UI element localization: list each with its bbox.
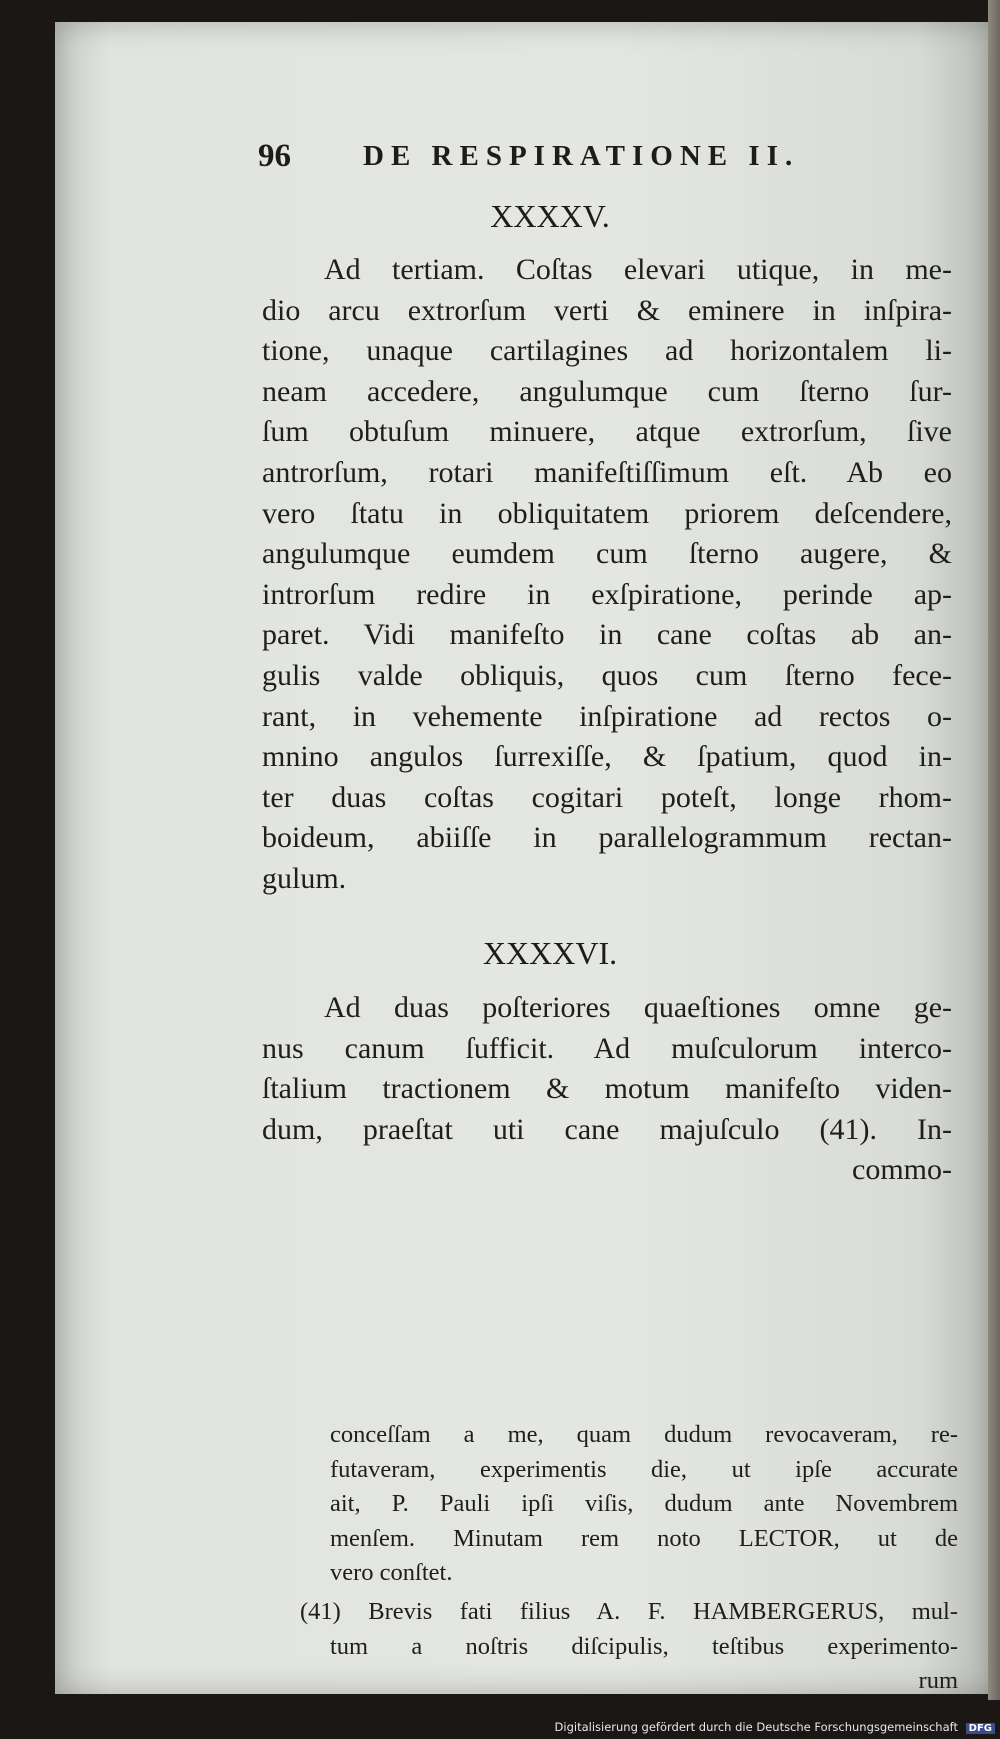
text-line: gulis valde obliquis, quos cum ſterno fece- bbox=[262, 658, 952, 692]
footnote-line: (41) Brevis fati filius A. F. HAMBERGERUS, mul- bbox=[300, 1598, 958, 1625]
text-line: rant, in vehemente inſpiratione ad rectos o- bbox=[262, 699, 952, 733]
footnote-line: conceſſam a me, quam dudum revocaveram, re- bbox=[330, 1421, 958, 1448]
dfg-logo: DFG bbox=[966, 1723, 995, 1734]
text-line: nus canum ſufficit. Ad muſculorum interco- bbox=[262, 1031, 952, 1065]
text-line: ter duas coſtas cogitari poteſt, longe rhom- bbox=[262, 780, 952, 814]
catchword: rum bbox=[918, 1667, 958, 1694]
section-heading: XXXXV. bbox=[490, 198, 610, 234]
footnote-line: tum a noſtris diſcipulis, teſtibus experimento- bbox=[330, 1632, 958, 1660]
text-line: introrſum redire in exſpiratione, perinde ap- bbox=[262, 577, 952, 611]
text-line: neam accedere, angulumque cum ſterno ſur- bbox=[262, 374, 952, 408]
text-line: boideum, abiiſſe in parallelogrammum rectan- bbox=[262, 821, 952, 855]
page-header bbox=[258, 138, 908, 188]
page-number: 96 bbox=[258, 138, 291, 174]
footnote-line: vero conſtet. bbox=[330, 1559, 453, 1586]
text-line: dio arcu extrorſum verti & eminere in inſpira- bbox=[262, 293, 952, 327]
text-line: gulum. bbox=[262, 861, 347, 895]
text-line: Ad duas poſteriores quaeſtiones omne ge- bbox=[324, 991, 952, 1024]
section-body bbox=[262, 250, 952, 900]
text-line: vero ſtatu in obliquitatem priorem deſcendere, bbox=[262, 496, 952, 530]
text-line: ſum obtuſum minuere, atque extrorſum, ſive bbox=[262, 415, 952, 449]
footnote-line: futaveram, experimentis die, ut ipſe accurate bbox=[330, 1455, 958, 1483]
footnote-line: menſem. Minutam rem noto LECTOR, ut de bbox=[330, 1524, 958, 1552]
section-heading: XXXXVI. bbox=[482, 935, 618, 971]
credit-text: Digitalisierung gefördert durch die Deutsche Forschungsgemeinschaft bbox=[554, 1720, 958, 1734]
text-line: antrorſum, rotari manifeſtiſſimum eſt. Ab eo bbox=[262, 455, 952, 489]
page-edge bbox=[988, 0, 1000, 1700]
text-line: mnino angulos ſurrexiſſe, & ſpatium, quod in- bbox=[262, 740, 952, 774]
text-line: angulumque eumdem cum ſterno augere, & bbox=[262, 537, 952, 571]
text-line: paret. Vidi manifeſto in cane coſtas ab an- bbox=[262, 618, 952, 652]
footnote-line: ait, P. Pauli ipſi viſis, dudum ante Novembrem bbox=[330, 1490, 958, 1517]
running-title: DE RESPIRATIONE II. bbox=[363, 140, 800, 172]
text-line: tione, unaque cartilagines ad horizontalem li- bbox=[262, 334, 952, 368]
text-line: ſtalium tractionem & motum manifeſto viden- bbox=[262, 1072, 952, 1106]
digitization-credit bbox=[555, 1720, 995, 1734]
footnote-continued bbox=[330, 1418, 958, 1591]
section-body bbox=[262, 988, 952, 1191]
footnote-41 bbox=[300, 1595, 958, 1699]
text-line: Ad tertiam. Coſtas elevari utique, in me- bbox=[324, 253, 952, 286]
text-line: dum, praeſtat uti cane majuſculo (41). In- bbox=[262, 1112, 952, 1146]
catchword: commo- bbox=[852, 1153, 952, 1187]
